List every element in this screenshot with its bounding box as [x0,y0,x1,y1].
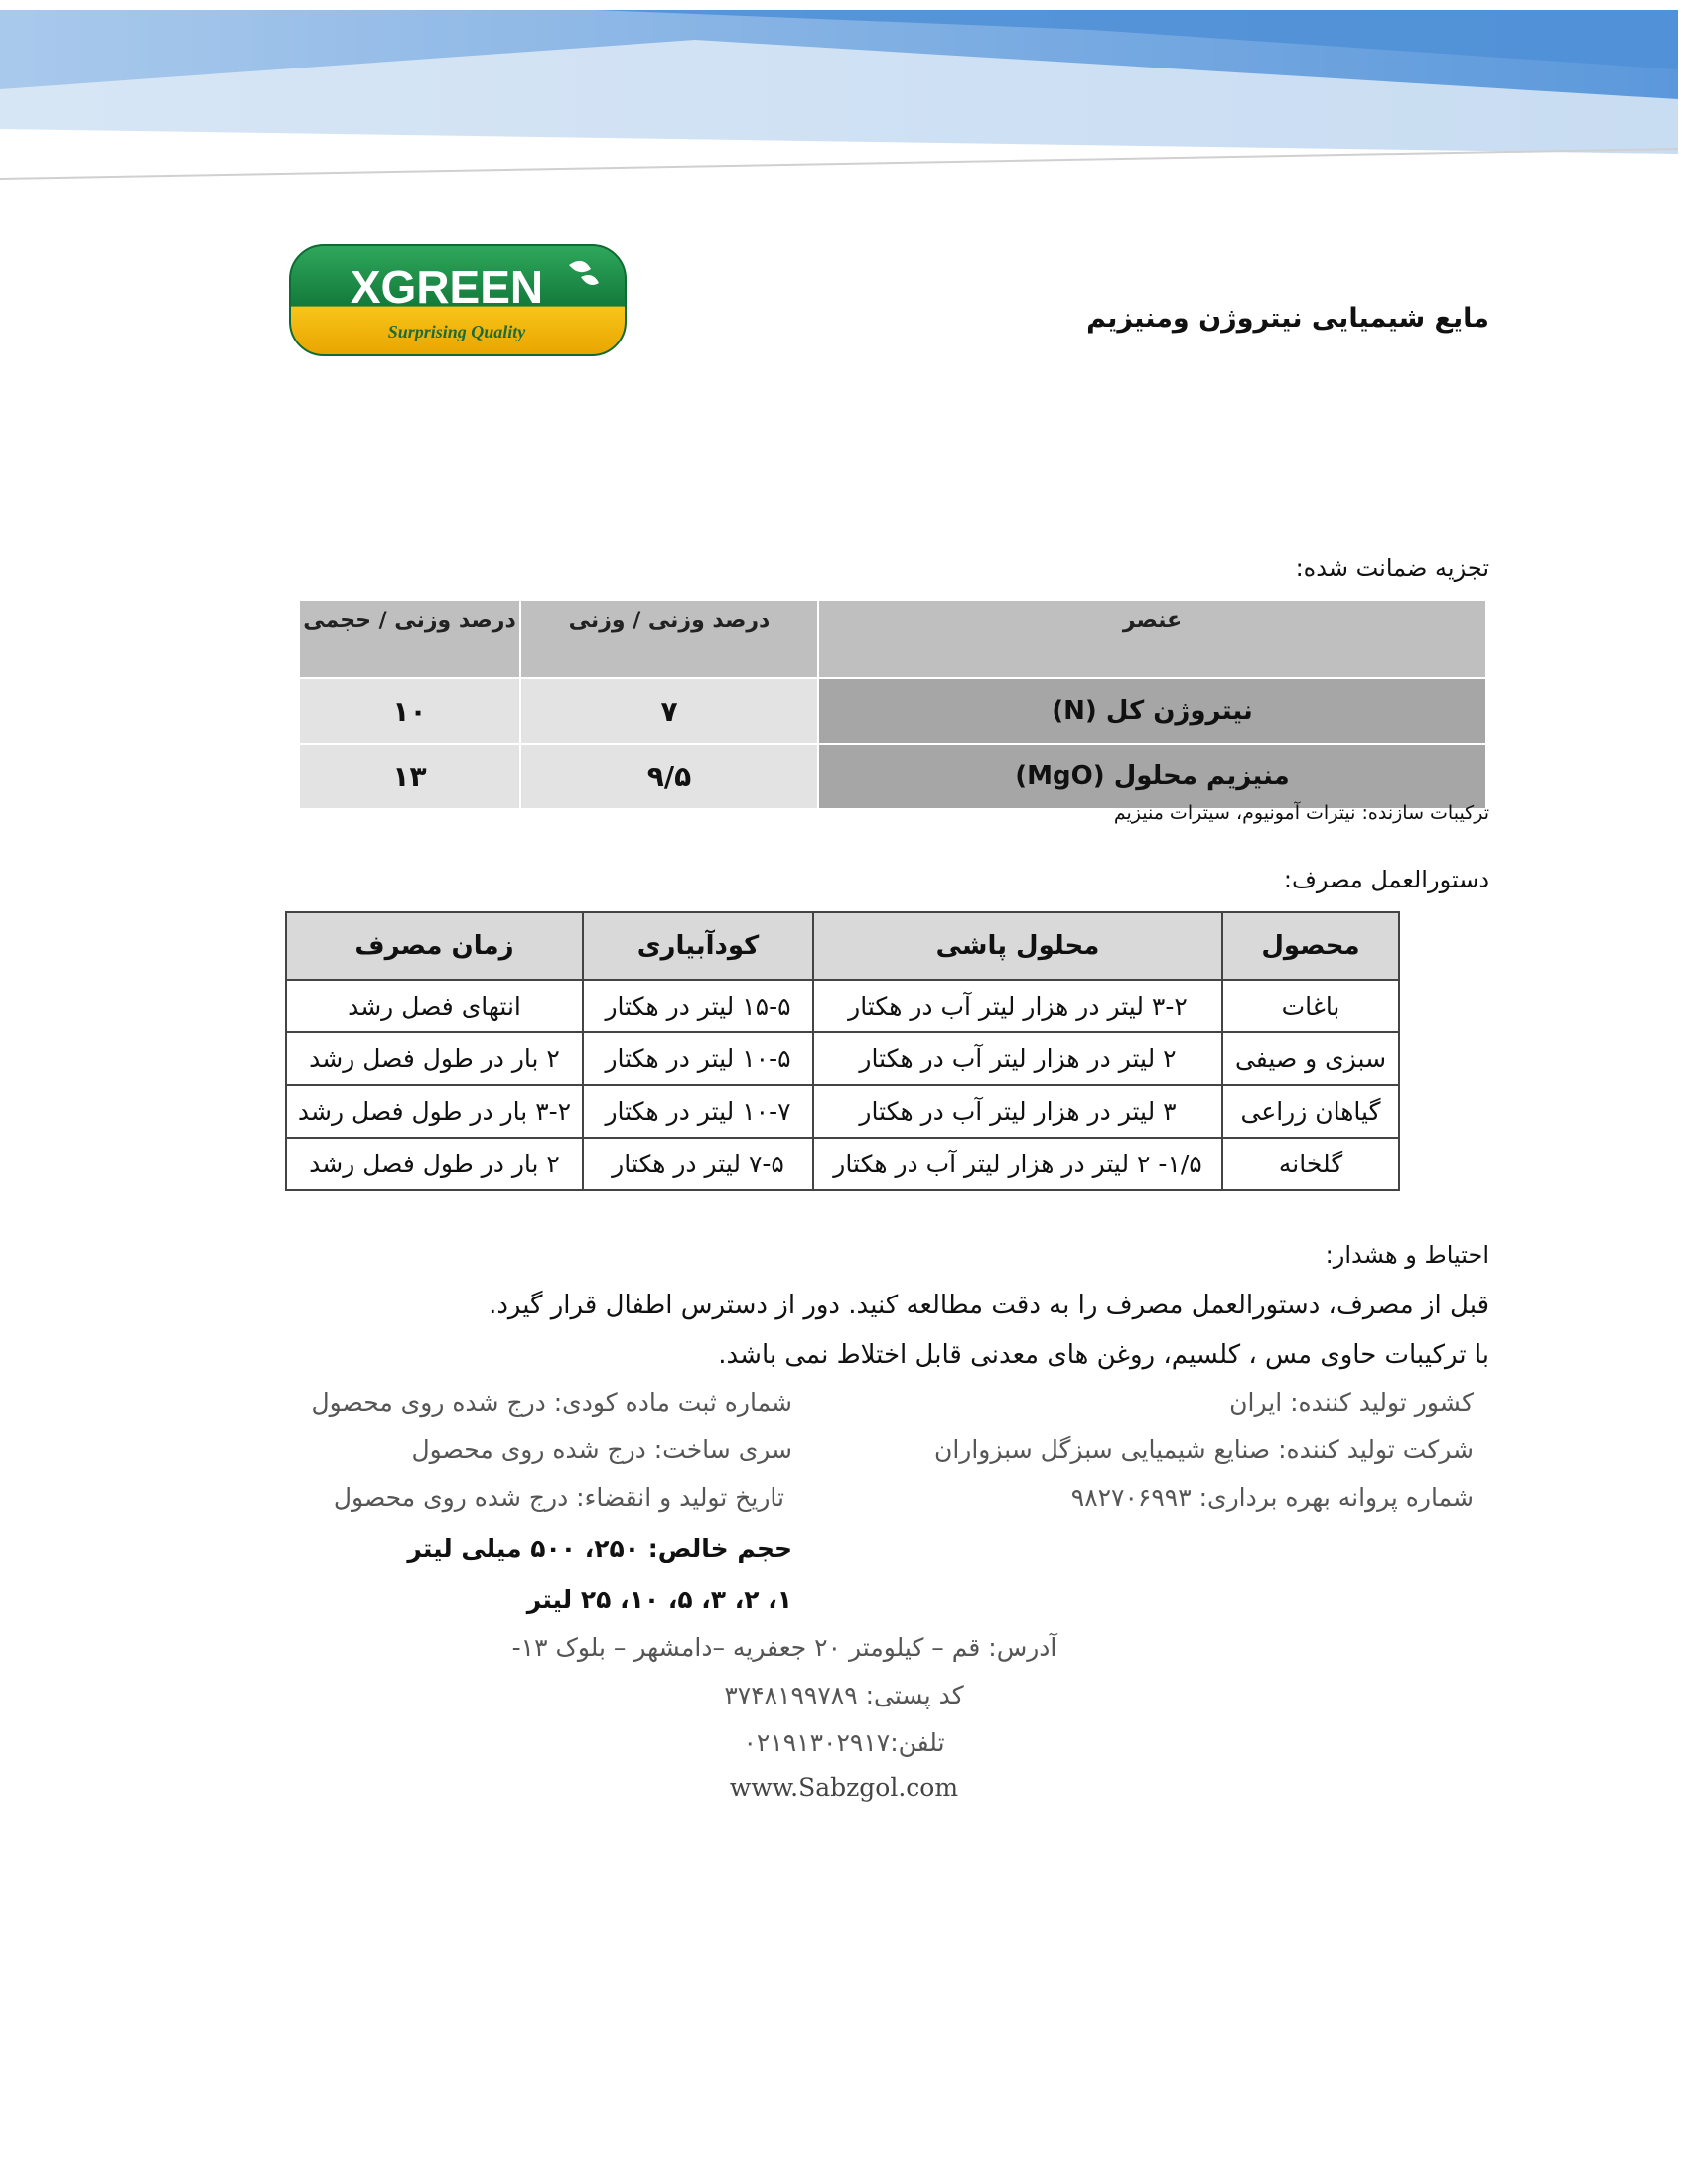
table-row [286,980,1399,1032]
batch-text: سری ساخت: درج شده روی محصول [411,1435,792,1464]
column-header-crop: محصول [1222,912,1399,980]
volume-text-2: ۱، ۲، ۳، ۵، ۱۰، ۲۵ لیتر [526,1585,792,1614]
logo-brand: XGREEN [350,261,544,313]
warning-line-2: با ترکیبات حاوی مس ، کلسیم، روغن های معدنی قابل اختلاط نمی باشد. [718,1340,1489,1370]
element-cell: نیتروژن کل (N) [818,678,1485,744]
table-row [299,744,1485,808]
document-title: مایع شیمیایی نیتروژن ومنیزیم [1086,303,1489,334]
spray-cell: ۳-۲ لیتر در هزار لیتر آب در هکتار [813,980,1222,1032]
column-header-element: عنصر [818,601,1485,678]
ww-cell: ۷ [520,678,818,744]
warning-line-1: قبل از مصرف، دستورالعمل مصرف را به دقت مطالعه کنید. دور از دسترس اطفال قرار گیرد. [489,1291,1489,1320]
fertigation-cell: ۷-۵ لیتر در هکتار [583,1138,813,1190]
country-text: کشور تولید کننده: ایران [1229,1388,1474,1417]
spray-cell: ۱/۵- ۲ لیتر در هزار لیتر آب در هکتار [813,1138,1222,1190]
warnings-label: احتیاط و هشدار: [1325,1241,1489,1269]
fertigation-cell: ۱۰-۵ لیتر در هکتار [583,1032,813,1085]
usage-label: دستورالعمل مصرف: [1283,866,1489,893]
crop-cell: گیاهان زراعی [1222,1085,1399,1138]
crop-cell: باغات [1222,980,1399,1032]
composition-note: ترکیبات سازنده: نیترات آمونیوم، سیترات منیزیم [1113,802,1489,824]
analysis-label: تجزیه ضمانت شده: [1295,554,1489,582]
crop-cell: سبزی و صیفی [1222,1032,1399,1085]
column-header-spray: محلول پاشی [813,912,1222,980]
column-header-time: زمان مصرف [286,912,583,980]
license-text: شماره پروانه بهره برداری: ۹۸۲۷۰۶۹۹۳ [1070,1483,1474,1512]
fertigation-cell: ۱۰-۷ لیتر در هکتار [583,1085,813,1138]
dates-text: تاریخ تولید و انقضاء: درج شده روی محصول [333,1483,784,1512]
postal-code-text: کد پستی: ۳۷۴۸۱۹۹۷۸۹ [724,1681,964,1709]
element-cell: منیزیم محلول (MgO) [818,744,1485,808]
fertigation-cell: ۱۵-۵ لیتر در هکتار [583,980,813,1032]
website-link[interactable]: www.Sabzgol.com [729,1773,959,1802]
spray-cell: ۳ لیتر در هزار لیتر آب در هکتار [813,1085,1222,1138]
table-row [286,1032,1399,1085]
address-text: آدرس: قم – کیلومتر ۲۰ جعفریه –دامشهر – بلوک ۱۳- [511,1633,1057,1662]
wv-cell: ۱۳ [299,744,520,808]
header-banner [0,0,1688,189]
logo-tagline: Surprising Quality [387,322,526,341]
table-row [299,678,1485,744]
time-cell: ۲ بار در طول فصل رشد [286,1032,583,1085]
usage-table [285,911,1400,1191]
xgreen-logo [288,243,628,357]
table-header-row [299,601,1485,678]
crop-cell: گلخانه [1222,1138,1399,1190]
table-row [286,1138,1399,1190]
table-row [286,1085,1399,1138]
column-header-ww: درصد وزنی / وزنی [520,601,818,678]
manufacturer-text: شرکت تولید کننده: صنایع شیمیایی سبزگل سبزواران [933,1435,1474,1464]
time-cell: ۳-۲ بار در طول فصل رشد [286,1085,583,1138]
wv-cell: ۱۰ [299,678,520,744]
ww-cell: ۹/۵ [520,744,818,808]
time-cell: ۲ بار در طول فصل رشد [286,1138,583,1190]
column-header-fertigation: کودآبیاری [583,912,813,980]
analysis-table [298,601,1485,808]
spray-cell: ۲ لیتر در هزار لیتر آب در هکتار [813,1032,1222,1085]
phone-text: تلفن:۰۲۱۹۱۳۰۲۹۱۷ [743,1728,945,1757]
table-header-row [286,912,1399,980]
time-cell: انتهای فصل رشد [286,980,583,1032]
registration-text: شماره ثبت ماده کودی: درج شده روی محصول [311,1388,792,1417]
volume-text-1: حجم خالص: ۲۵۰، ۵۰۰ میلی لیتر [407,1534,792,1563]
column-header-wv: درصد وزنی / حجمی [299,601,520,678]
